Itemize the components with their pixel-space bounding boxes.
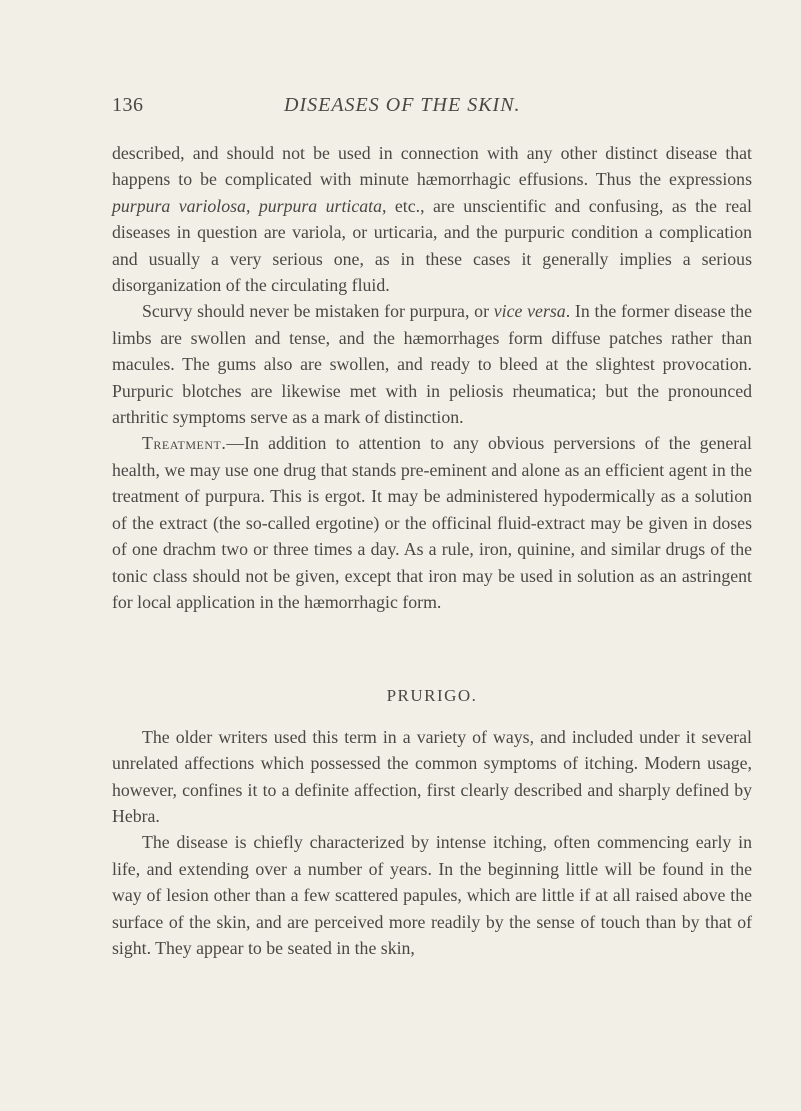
page-header (112, 94, 752, 124)
text-run: , etc., are unscientific and confusing, as the real diseases in question are variola, or urticaria, and the purpuric condition a complication and usually a very serious one, as in these cases it generally implies a serious disorganization of the circulating fluid. (112, 195, 752, 296)
text-run: Scurvy should never be mistaken for purpura, or (142, 301, 494, 322)
paragraph-continuation (112, 140, 752, 298)
text-run: —In addition to attention to any obvious perversions of the general health, we may use one drug that stands pre-eminent and alone as an efficient agent in the treatment of purpura. This is ergot. It may be administered hypodermically as a solution of the extract (the so-called ergotine) or the officinal fluid-extract may be given in doses of one drachm two or three times a day. As a rule, iron, quinine, and similar drugs of the tonic class should not be given, except that iron may be used in solution as an astringent for local application in the hæmorrhagic form. (112, 433, 752, 612)
italic-term: purpura variolosa (112, 195, 246, 216)
running-title: DISEASES OF THE SKIN. (284, 94, 521, 116)
paragraph-scurvy (112, 298, 752, 430)
text-run: described, and should not be used in connection with any other distinct disease that happens to be complicated with minute hæmorrhagic effusions. Thus the expressions (112, 143, 752, 190)
body-text (112, 140, 752, 961)
section-heading: PRURIGO. (386, 686, 478, 706)
treatment-label: Treatment. (142, 433, 227, 454)
text-run: , (245, 195, 259, 216)
text-run: . In the former disease the limbs are swollen and tense, and the hæmorrhages form diffuse patches rather than macules. The gums also are swollen, and ready to bleed at the slightest provocation. Purpuric blotches are likewise met with in peliosis rheumatica; but the pronounced arthritic symptoms serve as a mark of distinction. (112, 301, 752, 428)
paragraph-prurigo-intro: The older writers used this term in a variety of ways, and included under it several unrelated affections which possessed the common symptoms of itching. Modern usage, however, confines it to a definite affection, first clearly described and sharply defined by Hebra. (112, 726, 752, 826)
paragraph-treatment (112, 430, 752, 615)
paragraph-prurigo-description: The disease is chiefly characterized by intense itching, often commencing early in life, and extending over a number of years. In the beginning little will be found in the way of lesion other than a few scattered papules, which are little if at all raised above the surface of the skin, and are perceived more readily by the sense of touch than by that of sight. They appear to be seated in the skin, (112, 832, 752, 958)
page-number: 136 (112, 94, 144, 116)
italic-term: purpura urticata (258, 195, 382, 216)
italic-term: vice versa (493, 301, 566, 322)
